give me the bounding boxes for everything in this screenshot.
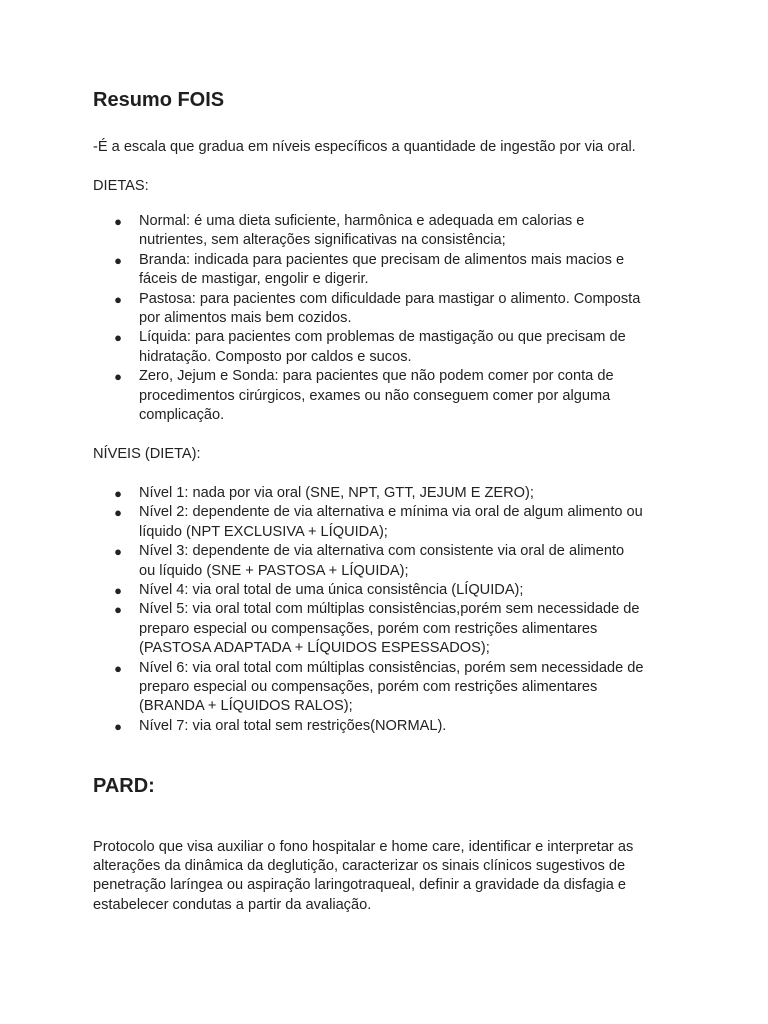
bullet-icon: ● — [114, 330, 122, 346]
list-item — [0, 581, 524, 600]
list-item — [0, 290, 641, 329]
bullet-icon: ● — [114, 291, 122, 307]
bullet-icon: ● — [114, 252, 122, 268]
list-item-line: ou líquido (SNE + PASTOSA + LÍQUIDA); — [139, 562, 409, 579]
list-item-line: Nível 6: via oral total com múltiplas consistências, porém sem necessidade de — [139, 659, 644, 676]
list-item-line: Zero, Jejum e Sonda: para pacientes que não podem comer por conta de — [139, 368, 614, 385]
list-item-line: líquido (NPT EXCLUSIVA + LÍQUIDA); — [139, 523, 388, 540]
pard-line: Protocolo que visa auxiliar o fono hospitalar e home care, identificar e interpretar as — [93, 838, 634, 855]
pard-line: penetração laríngea ou aspiração laringotraqueal, definir a gravidade da disfagia e — [93, 877, 627, 894]
list-item-line: Nível 4: via oral total de uma única consistência (LÍQUIDA); — [139, 582, 524, 599]
page-title: Resumo FOIS — [93, 89, 225, 111]
pard-line: estabelecer condutas a partir da avaliação. — [93, 896, 372, 913]
list-item — [0, 600, 640, 658]
list-item — [0, 542, 625, 581]
list-item-line: (PASTOSA ADAPTADA + LÍQUIDOS ESPESSADOS); — [139, 640, 490, 657]
list-item-line: Líquida: para pacientes com problemas de mastigação ou que precisam de — [139, 329, 626, 346]
niveis-list — [0, 484, 644, 736]
intro-paragraph: -É a escala que gradua em níveis específicos a quantidade de ingestão por via oral. — [93, 139, 636, 155]
pard-paragraph — [93, 838, 693, 916]
list-item — [0, 717, 505, 736]
dietas-list — [0, 212, 641, 425]
list-item-line: preparo especial ou compensações, porém com restrições alimentares — [139, 620, 598, 637]
list-item — [0, 328, 626, 367]
list-item — [0, 212, 585, 251]
bullet-icon: ● — [114, 486, 122, 501]
list-item-line: por alimentos mais bem cozidos. — [139, 310, 352, 327]
bullet-icon: ● — [114, 602, 122, 618]
pard-line: alterações da dinâmica da deglutição, caracterizar os sinais clínicos sugestivos de — [93, 858, 626, 874]
list-item-line: (BRANDA + LÍQUIDOS RALOS); — [139, 698, 353, 715]
list-item-line: hidratação. Composto por caldos e sucos. — [139, 348, 412, 365]
list-item-line: Nível 7: via oral total sem restrições(NORMAL). — [139, 717, 447, 734]
bullet-icon: ● — [114, 718, 122, 734]
list-item-line: nutrientes, sem alterações significativas na consistência; — [139, 232, 506, 249]
niveis-heading: NÍVEIS (DIETA): — [93, 446, 201, 462]
list-item-line: Nível 2: dependente de via alternativa e mínima via oral de algum alimento ou — [139, 504, 643, 521]
pard-heading: PARD: — [93, 775, 155, 797]
list-item — [0, 659, 644, 717]
bullet-icon: ● — [114, 660, 122, 676]
list-item-line: Pastosa: para pacientes com dificuldade para mastigar o alimento. Composta — [139, 290, 641, 307]
list-item-line: preparo especial ou compensações, porém com restrições alimentares — [139, 679, 598, 696]
list-item — [0, 367, 614, 425]
list-item-line: Normal: é uma dieta suficiente, harmônica e adequada em calorias e — [139, 213, 585, 229]
list-item-line: Branda: indicada para pacientes que precisam de alimentos mais macios e — [139, 251, 625, 268]
dietas-heading: DIETAS: — [93, 178, 149, 194]
list-item-line: Nível 5: via oral total com múltiplas consistências,porém sem necessidade de — [139, 601, 640, 618]
list-item — [0, 503, 643, 542]
list-item-line: Nível 1: nada por via oral (SNE, NPT, GTT, JEJUM E ZERO); — [139, 485, 534, 501]
list-item — [0, 484, 534, 503]
list-item-line: procedimentos cirúrgicos, exames ou não conseguem comer por alguma — [139, 387, 611, 404]
bullet-icon: ● — [114, 505, 122, 521]
bullet-icon: ● — [114, 369, 122, 385]
bullet-icon: ● — [114, 214, 122, 229]
list-item — [0, 251, 625, 290]
bullet-icon: ● — [114, 583, 122, 599]
list-item-line: fáceis de mastigar, engolir e digerir. — [139, 271, 369, 288]
list-item-line: Nível 3: dependente de via alternativa com consistente via oral de alimento — [139, 543, 625, 560]
bullet-icon: ● — [114, 544, 122, 560]
list-item-line: complicação. — [139, 407, 225, 424]
